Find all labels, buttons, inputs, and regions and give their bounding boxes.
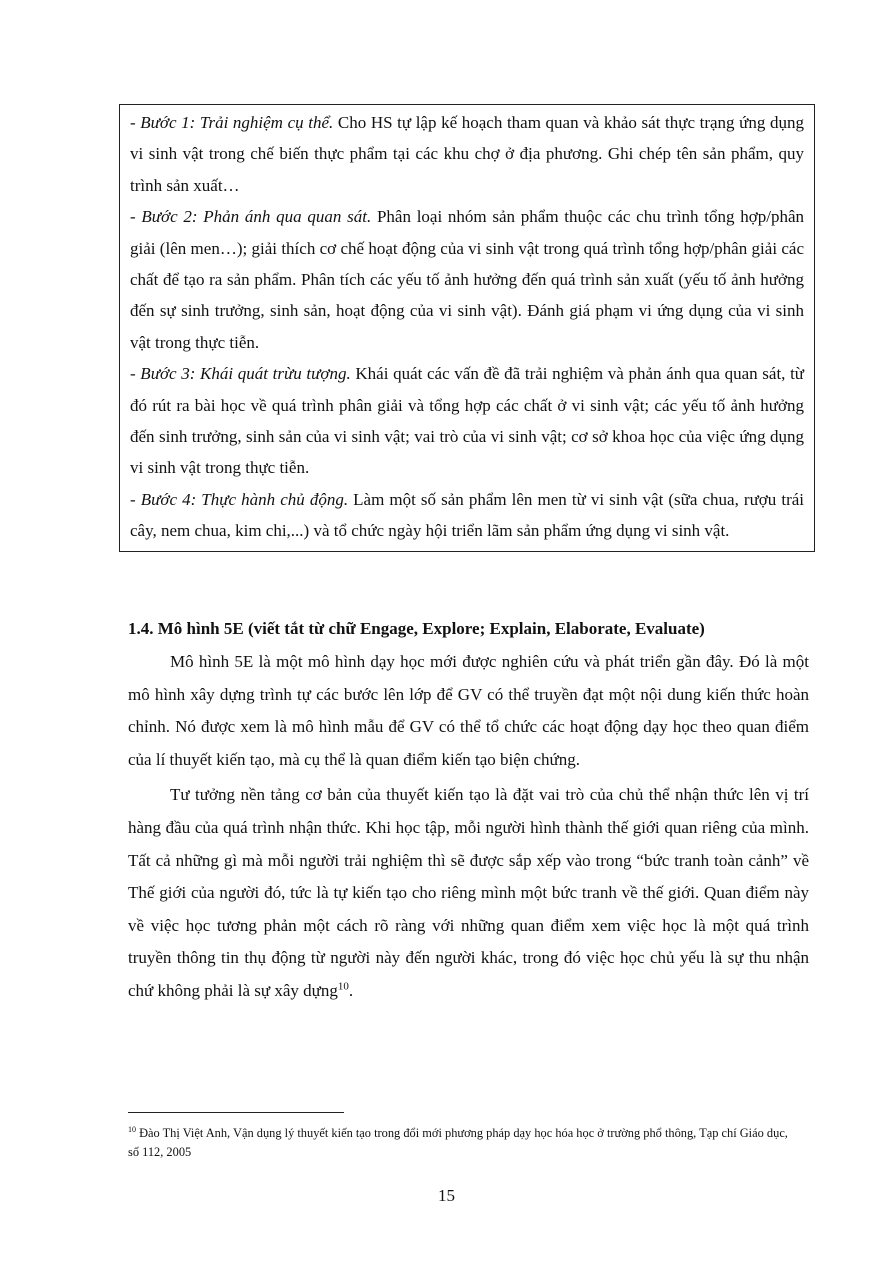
step-2-title: - Bước 2: Phản ánh qua quan sát. xyxy=(130,207,372,227)
paragraph-1: Mô hình 5E là một mô hình dạy học mới được nghiên cứu và phát triển gần đây. Đó là một mô hình xây dựng trình tự các bước lên lớp để GV có thể truyền đạt một nội dung kiến thức hoàn chỉnh. Nó được xem là mô hình mẫu để GV có thể tổ chức các hoạt động dạy học theo quan điểm của lí thuyết kiến tạo, mà cụ thể là quan điểm kiến tạo biện chứng. xyxy=(128,652,809,769)
section-body xyxy=(128,646,809,1011)
step-4-text: Làm một số sản phẩm lên men từ vi sinh vật (sữa chua, rượu trái cây, nem chua, kim chi,...) và tổ chức ngày hội triển lãm sản phẩm ứng dụng vi sinh vật. xyxy=(130,489,804,541)
step-3-title: - Bước 3: Khái quát trừu tượng. xyxy=(130,364,351,384)
step-3-text: Khái quát các vấn đề đã trải nghiệm và phản ánh qua quan sát, từ đó rút ra bài học về quá trình phân giải và tổng hợp các chất ở vi sinh vật; các yếu tố ảnh hưởng đến sinh trưởng, sinh sản của vi sinh vật; vai trò của vi sinh vật; cơ sở khoa học của việc ứng dụng vi sinh vật trong thực tiễn. xyxy=(130,364,805,478)
footnote-marker: 10 xyxy=(128,1125,136,1134)
footnote-reference[interactable]: 10 xyxy=(337,980,349,993)
paragraph-2-end: . xyxy=(348,980,354,1000)
step-4-title: - Bước 4: Thực hành chủ động. xyxy=(130,489,349,509)
step-1 xyxy=(130,107,804,201)
footnote-text: Đào Thị Việt Anh, Vận dụng lý thuyết kiến tạo trong đổi mới phương pháp dạy học hóa học ở trường phổ thông, Tạp chí Giáo dục, số 112, 2005 xyxy=(128,1126,788,1160)
section-heading: 1.4. Mô hình 5E (viết tắt từ chữ Engage, Explore; Explain, Elaborate, Evaluate) xyxy=(128,619,705,638)
paragraph-2-text: Tư tưởng nền tảng cơ bản của thuyết kiến tạo là đặt vai trò của chủ thể nhận thức lên vị trí hàng đầu của quá trình nhận thức. Khi học tập, mỗi người hình thành thế giới quan riêng của mình. Tất cả những gì mà mỗi người trải nghiệm thì sẽ được sắp xếp vào trong “bức tranh toàn cảnh” về Thế giới của người đó, tức là tự kiến tạo cho riêng mình một bức tranh về thế giới. Quan điểm này về việc học tương phản một cách rõ ràng với những quan điểm xem việc học là một quá trình truyền thông tin thụ động từ người này đến người khác, trong đó việc học chủ yếu là sự thu nhận chứ không phải là sự xây dựng xyxy=(128,785,809,1000)
step-2-text: Phân loại nhóm sản phẩm thuộc các chu trình tổng hợp/phân giải (lên men…); giải thích cơ chế hoạt động của vi sinh vật trong quá trình tổng hợp/phân giải các chất để tạo ra sản phẩm. Phân tích các yếu tố ảnh hưởng đến quá trình sản xuất (yếu tố ảnh hưởng đến sự sinh trưởng, sinh sản, hoạt động của vi sinh vật). Đánh giá phạm vi ứng dụng của vi sinh vật trong thực tiễn. xyxy=(130,207,804,352)
footnote xyxy=(128,1120,798,1162)
step-4 xyxy=(130,484,804,547)
step-3 xyxy=(130,358,804,484)
experiential-steps-box xyxy=(119,104,815,552)
paragraph-2 xyxy=(128,779,809,1007)
footnote-separator xyxy=(128,1112,344,1113)
step-2 xyxy=(130,201,804,358)
step-1-text: Cho HS tự lập kế hoạch tham quan và khảo sát thực trạng ứng dụng vi sinh vật trong chế biến thực phẩm tại các khu chợ ở địa phương. Ghi chép tên sản phẩm, quy trình sản xuất… xyxy=(130,113,804,195)
page-number: 15 xyxy=(438,1186,455,1205)
step-1-title: - Bước 1: Trải nghiệm cụ thể. xyxy=(130,113,334,132)
